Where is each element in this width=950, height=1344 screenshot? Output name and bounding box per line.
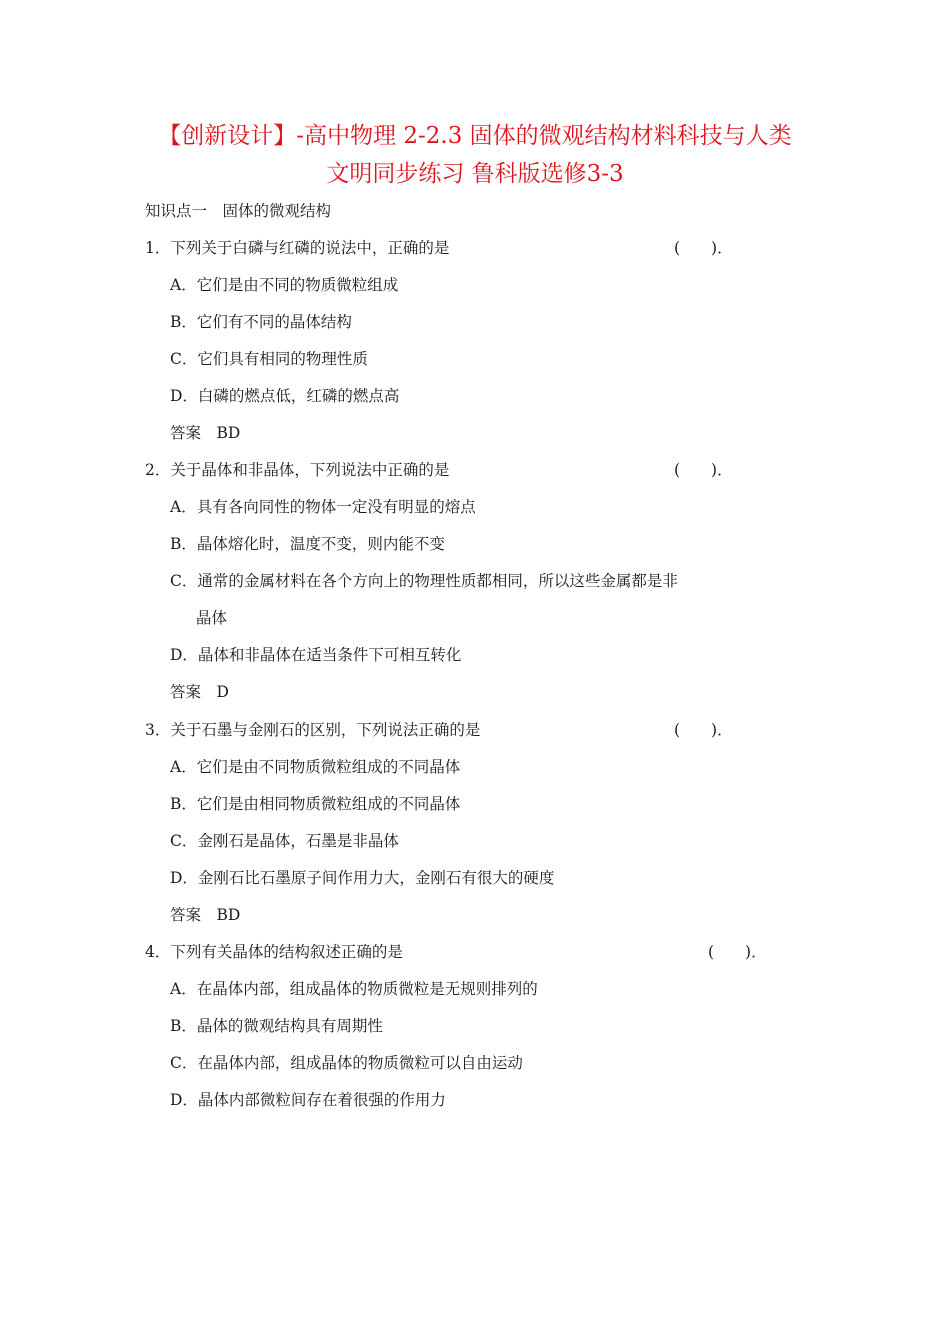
question-1-option-b: B．它们有不同的晶体结构 [170, 313, 352, 331]
question-4-option-d: D．晶体内部微粒间存在着很强的作用力 [170, 1091, 446, 1109]
question-4-stem: 4．下列有关晶体的结构叙述正确的是 [145, 943, 403, 961]
question-2-option-c-continued: 晶体 [196, 609, 228, 627]
question-2-answer-bracket: ( )． [674, 461, 733, 479]
question-4-option-b: B．晶体的微观结构具有周期性 [170, 1017, 383, 1035]
question-4-option-c: C．在晶体内部，组成晶体的物质微粒可以自由运动 [170, 1054, 523, 1072]
document-title-line-2: 文明同步练习 鲁科版选修3-3 [326, 161, 624, 187]
question-1-option-c: C．它们具有相同的物理性质 [170, 350, 368, 368]
question-3-option-c: C．金刚石是晶体，石墨是非晶体 [170, 832, 399, 850]
question-1-answer-bracket: ( )． [674, 239, 733, 257]
question-3-option-a: A．它们是由不同物质微粒组成的不同晶体 [170, 758, 461, 776]
question-2-answer: 答案 D [170, 683, 229, 701]
question-3-option-b: B．它们是由相同物质微粒组成的不同晶体 [170, 795, 461, 813]
question-4-answer-bracket: ( )． [708, 943, 767, 961]
question-2-option-c: C．通常的金属材料在各个方向上的物理性质都相同，所以这些金属都是非 [170, 572, 678, 590]
question-3-answer-bracket: ( )． [674, 721, 733, 739]
question-3-stem: 3．关于石墨与金刚石的区别，下列说法正确的是 [145, 721, 481, 739]
question-1-option-d: D．白磷的燃点低，红磷的燃点高 [170, 387, 400, 405]
section-heading: 知识点一 固体的微观结构 [145, 202, 332, 220]
question-1-stem: 1．下列关于白磷与红磷的说法中，正确的是 [145, 239, 450, 257]
question-2-option-a: A．具有各向同性的物体一定没有明显的熔点 [170, 498, 476, 516]
question-1-option-a: A．它们是由不同的物质微粒组成 [170, 276, 399, 294]
question-3-answer: 答案 BD [170, 906, 241, 924]
question-2-stem: 2．关于晶体和非晶体，下列说法中正确的是 [145, 461, 450, 479]
question-2-option-d: D．晶体和非晶体在适当条件下可相互转化 [170, 646, 462, 664]
question-3-option-d: D．金刚石比石墨原子间作用力大，金刚石有很大的硬度 [170, 869, 555, 887]
question-4-option-a: A．在晶体内部，组成晶体的物质微粒是无规则排列的 [170, 980, 538, 998]
question-2-option-b: B．晶体熔化时，温度不变，则内能不变 [170, 535, 445, 553]
document-title-line-1: 【创新设计】-高中物理 2-2.3 固体的微观结构材料科技与人类 [158, 123, 792, 149]
question-1-answer: 答案 BD [170, 424, 241, 442]
